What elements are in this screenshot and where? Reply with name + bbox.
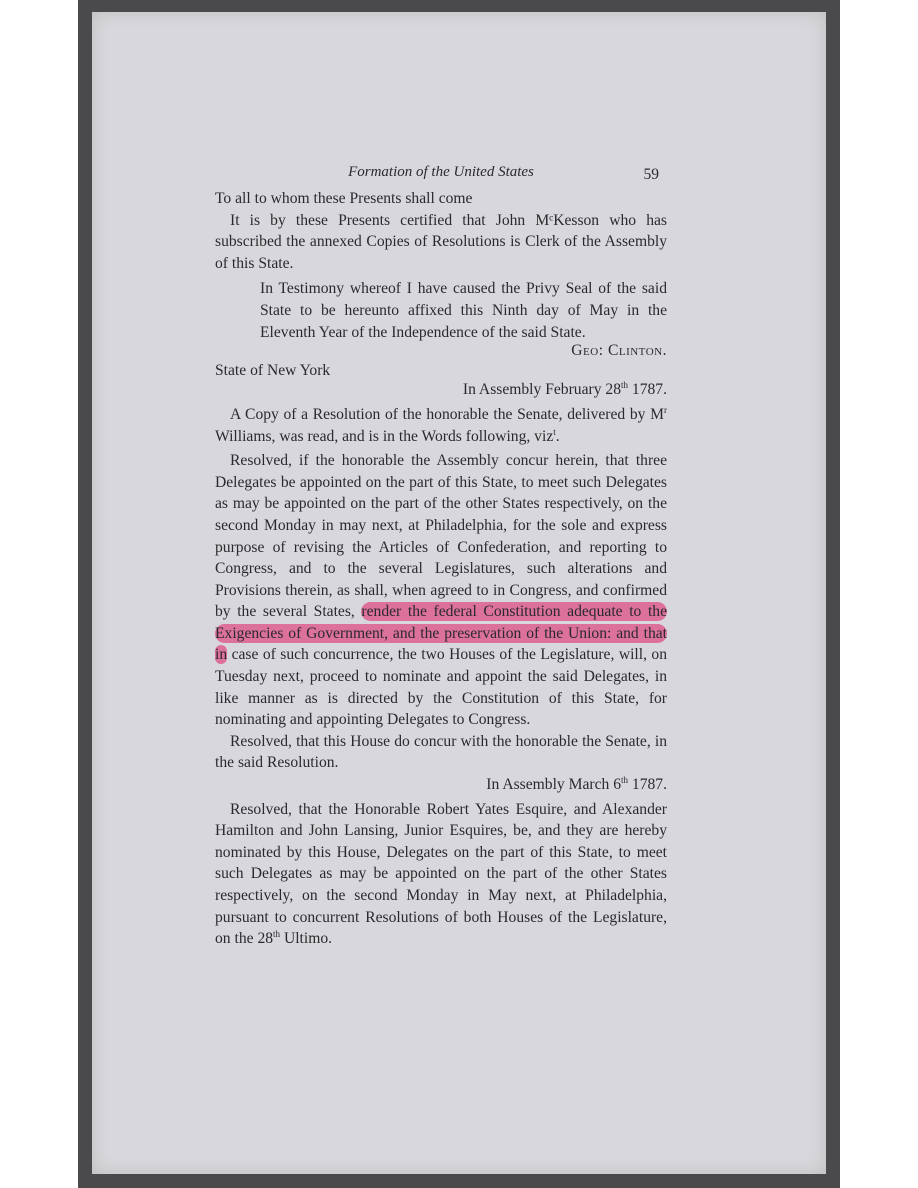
- page-text: [215, 158, 667, 950]
- testimony-text: In Testimony whereof I have caused the Privy Seal of the said State to be hereunto affixed this Ninth day of May in the Eleventh Year of the Independence of the said State.: [260, 280, 667, 341]
- nomination-resolution: Resolved, that the Honorable Robert Yates Esquire, and Alexander Hamilton and John Lansing, Junior Esquires, be, and they are hereby nominated by this House, Delegates on the part of this State, to meet such Delegates as may be appointed on the part of the other States respectively, on the second Monday in May next, at Philadelphia, pursuant to concurrent Resolutions of both Houses of the Legislature, on the 28th Ultimo.: [215, 800, 667, 948]
- certificate-text: It is by these Presents certified that John MᶜKesson who has subscribed the annexed Copies of Resolutions is Clerk of the Assembly of this State.: [215, 211, 667, 272]
- copy-paragraph: A Copy of a Resolution of the honorable the Senate, delivered by $M^r$ Williams, was read, and is in the Words following, viz$^t$.: [215, 404, 667, 445]
- running-title: Formation of the United States: [348, 164, 534, 180]
- page-number: 59: [643, 166, 659, 183]
- senate-resolution: Resolved, if the honorable the Assembly concur herein, that three Delegates be appointed on the part of this State, to meet such Delegates as may be appointed on the part of the other States respectively, on the second Monday in may next, at Philadelphia, for the sole and express purpose of revising the Articles of Confederation, and reporting to Congress, and to the several Legislatures, such alterations and Provisions therein, as shall, when agreed to in Congress, and confirmed by the several States, render the federal Constitution adequate to the Exigencies of Government, and the preservation of the Union: and that in case of such concurrence, the two Houses of the Legislature, will, on Tuesday next, proceed to nominate and appoint the said Delegates, in like manner as is directed by the Constitution of this State, for nominating and appointing Delegates to Congress.: [215, 452, 667, 729]
- certificate-address: To all to whom these Presents shall come: [215, 190, 473, 207]
- running-head: [215, 158, 667, 188]
- assembly-date-march: In Assembly March 6th 1787.: [486, 775, 667, 794]
- state-heading: State of New York: [215, 361, 331, 379]
- concurrence-resolution: Resolved, that this House do concur with the honorable the Senate, in the said Resolution.: [215, 732, 667, 772]
- highlighted-passage: render the federal Constitution adequate to the Exigencies of Government, and the preservation of the Union: and that in: [215, 603, 667, 664]
- signature: Geo: Clinton.: [571, 342, 667, 360]
- assembly-date-february: In Assembly February 28th 1787.: [462, 380, 667, 399]
